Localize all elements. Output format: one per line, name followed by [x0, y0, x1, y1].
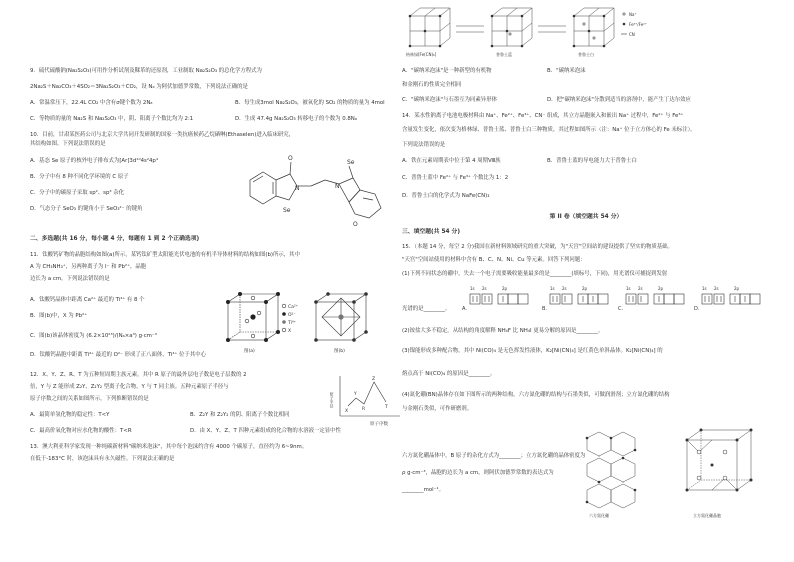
fig-cbn-label: 立方氮化硼晶胞 [693, 513, 721, 518]
q12-option-c: C．最高价氧化物对应水化物的酸性：T<R [30, 428, 132, 434]
q13-option-d: D．把"碳纳米泡沫"分散到适当的溶剂中，能产生丁达尔效应 [547, 97, 691, 103]
q13-stem: 13．澳大利亚科学家发现一种纯碳新材料"碳纳米泡沫"，其中每个泡沫约含有 4000 个碳原子，直径约为 6~9nm。 [30, 444, 308, 450]
q12-stem-3: 原子序数之间的关系如图所示，下列推断错误的是 [30, 396, 149, 402]
legend-cn: CN [629, 32, 635, 37]
q11-stem-2: A 为 CH₃NH₃⁺，另两种离子为 I⁻ 和 Pb²⁺，晶胞 [30, 264, 147, 270]
legend-x: X [288, 329, 292, 334]
q12-option-d: D．由 X、Y、Z、T 四种元素组成的化合物的水溶液一定显中性 [190, 428, 341, 434]
q15-part-4: (4)氮化硼(BN)晶体存在如下图所示的两种结构。六方氮化硼的结构与石墨类似，可做润滑剂；立方氮化硼的结构 [402, 392, 670, 398]
left-column [30, 0, 400, 562]
orb-label-1s-b: 1s [550, 286, 555, 291]
q12-stem-2: 倍，Y 与 Z 能形成 Z₂Y、Z₂Y₂ 型离子化合物，Y 与 T 同主族。五种元素原子半径与 [30, 384, 229, 390]
choice-a: A. [462, 306, 467, 312]
legend-ca: Ca²⁺ [288, 305, 299, 310]
orbital-diagrams [462, 284, 762, 320]
q15-part-1b: 光谱的是________。 [402, 306, 451, 312]
section-3-title: 三、填空题(共 54 分) [402, 229, 460, 235]
q13-option-b: B．"碳纳米泡沫 [547, 68, 586, 74]
pt-y: Y [354, 392, 357, 397]
q14-crystal-figures [402, 2, 770, 64]
q15-part-1: (1)下列不同状态的硼中，失去一个电子需要吸收能量最多的是________(填标号，下同)，用光谱仪可捕捉到发射 [402, 271, 668, 277]
orb-label-2s-a: 2s [482, 286, 487, 291]
part-2-title: 第 II 卷（填空题共 54 分） [549, 214, 623, 220]
q13-option-a: A．"碳纳米泡沫"是一种新型的有机物 [402, 68, 492, 74]
q11-option-c: C．图(b)该晶体密度为 (6.2×10²³)/(Nₐ×a³) g·cm⁻³ [30, 333, 157, 339]
choice-c: C. [618, 306, 624, 312]
q9-equation: 2Na₂S＋Na₂CO₃＋4SO₂＝3Na₂S₂O₃＋CO₂，设 Nₐ 为阿伏加德罗常数，下列说法正确的是 [30, 84, 248, 90]
q14-stem-2: 含量发生变化，依次变为格林绿、普鲁士蓝、普鲁士白三种物质，其过程如图所示（注：Na⁺ 位于立方体心的 Fe 未标注）。 [402, 127, 696, 133]
q15-part-4d: ρ g·cm⁻³，晶胞的边长为 a cm，则阿伏加德罗常数的表达式为 [402, 470, 554, 476]
legend-o: O²⁻ [288, 313, 296, 318]
q9-option-b: B．每生成3mol Na₂S₂O₃，被氧化的 SO₂ 的物质的量为 4mol [235, 100, 385, 106]
fig-label-blue: 普鲁士蓝 [496, 52, 512, 57]
legend-fe: Fe³⁺/Fe²⁺ [629, 22, 647, 27]
q9-option-d: D．生成 47.4g Na₂S₂O₃ 转移电子的个数为 0.8Nₐ [235, 116, 357, 122]
orb-label-1s-c: 1s [626, 286, 631, 291]
q10-option-b: B．分子中有 8 种不同化学环境的 C 原子 [30, 174, 129, 180]
q13-stem-2: 在低于-183°C 时，该泡沫具有永久磁性。下列说法正确的是 [30, 456, 175, 462]
q14-stem-3: 下列说法错误的是 [402, 142, 446, 148]
orb-label-1s-a: 1s [470, 286, 475, 291]
q9-option-a: A．常温常压下，22.4L CO₂ 中含有σ键个数为 2Nₐ [30, 100, 153, 106]
bn-structure-figures [577, 418, 767, 518]
q15-part-4c: 六方氮化硼晶体中，B 原子的杂化方式为________；立方氮化硼的晶体密度为 [402, 453, 586, 459]
pt-r: R [362, 407, 366, 412]
ethaselen-structure [245, 150, 395, 230]
q13-option-c: C．"碳纳米泡沫"与石墨互为同素异形体 [402, 97, 497, 103]
orb-label-2s-b: 2s [562, 286, 567, 291]
q11-option-d: D．钛酸钙晶胞中距离 Ti⁴⁺ 最近的 O²⁻ 形成了正八面体，Ti⁴⁺ 位于其中心 [30, 352, 206, 358]
q15-part-2: (2)铵盐大多不稳定。从结构的角度解释 NH₄F 比 NH₄I 更易分解的原因是________。 [402, 328, 604, 334]
q11-figures [220, 288, 390, 358]
pt-x: X [345, 409, 349, 414]
orb-label-2p-a: 2p [502, 286, 508, 291]
orb-label-2p-d: 2p [734, 286, 740, 291]
q15-part-3: (3)镍能形成多种配合物，其中 Ni(CO)₄ 是无色挥发性液体，K₂[Ni(CN)₄] 是红黄色单斜晶体。K₂[Ni(CN)₄] 的 [402, 348, 663, 354]
q12-option-a: A．最简单氢化物的稳定性：T<Y [30, 412, 110, 418]
mol-se-1: Se [283, 207, 291, 214]
q10-option-c: C．分子中的碳原子采取 sp²、sp³ 杂化 [30, 190, 125, 196]
q15-stem: 15．（本题 14 分，每空 2 分)我国在新材料领域研究的重大突破，为"天宫"空间站的建设提供了坚实的物质基础。 [402, 244, 673, 250]
orb-label-2p-c: 2p [658, 286, 664, 291]
q12-xlabel: 原子序数 [370, 422, 388, 427]
fig-b-label: 图(b) [334, 349, 345, 354]
orb-label-2s-d: 2s [714, 286, 719, 291]
q14-option-a: A．铁在元素周期表中位于第 4 周期Ⅷ族 [402, 158, 501, 164]
legend-na: Na⁺ [629, 12, 637, 17]
right-column [402, 0, 770, 562]
q12-ylabel: 原子半径 [330, 392, 335, 408]
q15-stem-2: "天宫"空间站使用的材料中含有 B、C、N、Ni、Cu 等元素。回答下列问题： [402, 257, 586, 263]
mol-se-2: Se [347, 159, 355, 166]
mol-o-1: O [288, 155, 293, 162]
mol-n-2: N [335, 183, 340, 190]
q9-option-c: C．等物质的量的 Na₂S 和 Na₂S₂O₃ 中，阴、阳离子个数比均为 2:1 [30, 116, 194, 122]
pt-t: T [385, 405, 388, 410]
q14-option-d: D．普鲁士白的化学式为 NaFe(CN)₃ [402, 193, 490, 199]
q11-option-b: B．图(b)中，X 为 Pb²⁺ [30, 313, 88, 319]
orb-label-2s-c: 2s [638, 286, 643, 291]
q10-option-d: D．气态分子 SeO₃ 的键角小于 SeO₃²⁻ 的键角 [30, 206, 143, 212]
q12-radius-chart [330, 372, 402, 428]
legend-ti: Ti⁴⁺ [288, 321, 297, 326]
choice-b: B. [542, 306, 548, 312]
q11-stem-3: 边长为 a cm。下列说法错误的是 [30, 276, 110, 282]
q14-stem: 14．某水性钠离子电池电极材料由 Na⁺、Fe²⁺、Fe³⁺、CN⁻ 组成，其立方晶胞嵌入和嵌出 Na⁺ 过程中，Fe²⁺ 与 Fe³⁺ [402, 113, 684, 119]
q14-option-b: B．普鲁士蓝的导电能力大于普鲁士白 [547, 158, 637, 164]
mol-n-1: N [295, 185, 300, 192]
fig-label-white: 普鲁士白 [578, 52, 594, 57]
q11-option-a: A．钛酸钙晶体中距离 Ca²⁺ 最近的 Ti⁴⁺ 有 8 个 [30, 297, 145, 303]
section-2-title: 二、多选题(共 16 分，每小题 4 分，每题有 1 到 2 个正确选项) [30, 236, 200, 242]
q10-option-a: A．基态 Se 原子的核外电子排布式为[Ar]3d¹⁰4s²4p⁴ [30, 158, 159, 164]
q12-option-b: B．Z₂Y 和 Z₂Y₂ 的阴、阳离子个数比相同 [190, 412, 290, 418]
q10-stem-2: 其结构如图。下列说法错误的是 [30, 141, 106, 147]
fig-a-label: 图(a) [244, 349, 255, 354]
pt-z: Z [372, 377, 376, 382]
q15-part-4b: 与金刚石类似，可作研磨剂。 [402, 406, 473, 412]
q15-part-3b: 熔点高于 Ni(CO)₄ 的原因是________。 [402, 371, 496, 377]
orb-label-2p-b: 2p [582, 286, 588, 291]
orb-label-1s-d: 1s [702, 286, 707, 291]
fig-hbn-label: 六方氮化硼 [589, 513, 609, 518]
q10-stem: 10．目前，甘肃某医药公司与北京大学共同开发研制的国家一类抗癌候药乙烷硒啉(Ethaselen)进入临床研究， [30, 132, 295, 138]
mol-o-2: O [353, 221, 358, 228]
q15-part-4e: ________mol⁻¹。 [402, 487, 445, 493]
q9-stem: 9．硫代硫酸钠(Na₂S₂O₃)可用作分析试剂及鞣革的还原剂，工业制取 Na₂S₂O₃ 的总化学方程式为 [30, 68, 262, 74]
q11-stem: 11．钛酸钙矿物的晶胞结构如图(a)所示，某钙钛矿型太阳能光伏电池的有机半导体材料的结构如图(b)所示，其中 [30, 252, 300, 258]
q12-stem: 12．X、Y、Z、R、T 为五种短周期主族元素，其中 R 原子的最外层电子数是电子层数的 2 [30, 372, 247, 378]
q14-option-c: C．普鲁士蓝中 Fe²⁺ 与 Fe³⁺ 个数比为 1：2 [402, 175, 509, 181]
q13-option-a-cont: 和金刚石的性质完全相同 [402, 82, 462, 88]
fig-label-green: 格林绿[Fe(CN)₆] [406, 52, 437, 57]
choice-d: D. [694, 306, 700, 312]
